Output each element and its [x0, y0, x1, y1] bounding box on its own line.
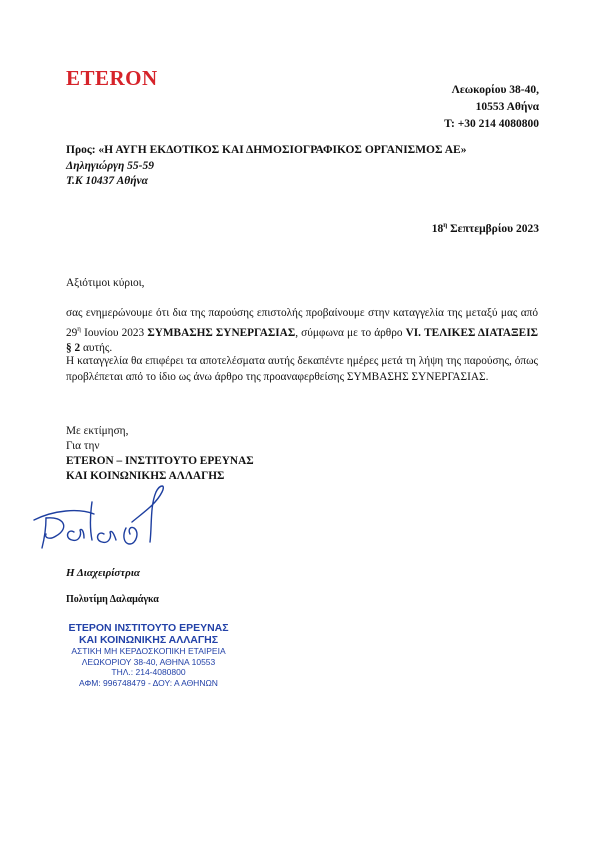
signer-name: Πολυτίμη Δαλαμάγκα	[66, 594, 159, 605]
company-stamp	[66, 622, 231, 688]
address-phone: Τ: +30 214 4080800	[444, 118, 539, 130]
handwritten-signature	[24, 482, 174, 557]
recipient-city: Τ.Κ 10437 Αθήνα	[66, 175, 149, 187]
stamp-line-6: ΑΦΜ: 996748479 - ΔΟΥ: Α ΑΘΗΝΩΝ	[79, 677, 218, 688]
address-city: 10553 Αθήνα	[475, 101, 539, 113]
closing-for: Για την	[66, 440, 100, 452]
closing-org-line1: ETERON – ΙΝΣΤΙΤΟΥΤΟ ΕΡΕΥΝΑΣ	[66, 455, 254, 467]
paragraph-notice: σας ενημερώνουμε ότι δια της παρούσης επιστολής προβαίνουμε στην καταγγελία της μεταξύ μας από $29^\eta$ Ιουνίου 2023 ΣΥΜΒΑΣΗΣ ΣΥΝΕΡΓΑΣΙΑΣ, σύμφωνα με το άρθρο VI. ΤΕΛΙΚΕΣ ΔΙΑΤΑΞΕΙΣ § 2 αυτής.	[66, 307, 538, 354]
signer-role: Η Διαχειρίστρια	[66, 567, 140, 579]
address-street: Λεωκορίου 38-40,	[451, 84, 539, 96]
stamp-line-3: ΑΣΤΙΚΗ ΜΗ ΚΕΡΔΟΣΚΟΠΙΚΗ ΕΤΑΙΡΕΙΑ	[71, 646, 226, 656]
recipient-block	[66, 143, 466, 190]
stamp-line-1: ΕΤΕΡΟΝ ΙΝΣΤΙΤΟΥΤΟ ΕΡΕΥΝΑΣ	[68, 622, 229, 634]
closing-regards: Με εκτίμηση,	[66, 425, 129, 437]
letter-date: $18^\eta$ Σεπτεμβρίου 2023	[431, 221, 539, 235]
closing-block	[66, 424, 254, 484]
paragraph-effect: Η καταγγελία θα επιφέρει τα αποτελέσματα αυτής δεκαπέντε ημέρες μετά τη λήψη της παρούσης, όπως προβλέπεται από το ίδιο ως άνω άρθρο της προαναφερθείσης ΣΥΜΒΑΣΗΣ ΣΥΝΕΡΓΑΣΙΑΣ.	[66, 355, 538, 383]
stamp-line-4: ΛΕΩΚΟΡΙΟΥ 38-40, ΑΘΗΝΑ 10553	[81, 656, 216, 667]
company-logo: ETERON	[66, 66, 158, 90]
recipient-street: Δηληγιώργη 55-59	[66, 159, 154, 172]
recipient-org: Προς: «Η ΑΥΓΗ ΕΚΔΟΤΙΚΟΣ ΚΑΙ ΔΗΜΟΣΙΟΓΡΑΦΙΚΟΣ ΟΡΓΑΝΙΣΜΟΣ ΑΕ»	[66, 144, 467, 156]
stamp-line-5: ΤΗΛ.: 214-4080800	[111, 667, 186, 677]
closing-org-line2: ΚΑΙ ΚΟΙΝΩΝΙΚΗΣ ΑΛΛΑΓΗΣ	[66, 470, 225, 482]
greeting: Αξιότιμοι κύριοι,	[66, 277, 145, 289]
stamp-line-2: ΚΑΙ ΚΟΙΝΩΝΙΚΗΣ ΑΛΛΑΓΗΣ	[78, 634, 219, 646]
